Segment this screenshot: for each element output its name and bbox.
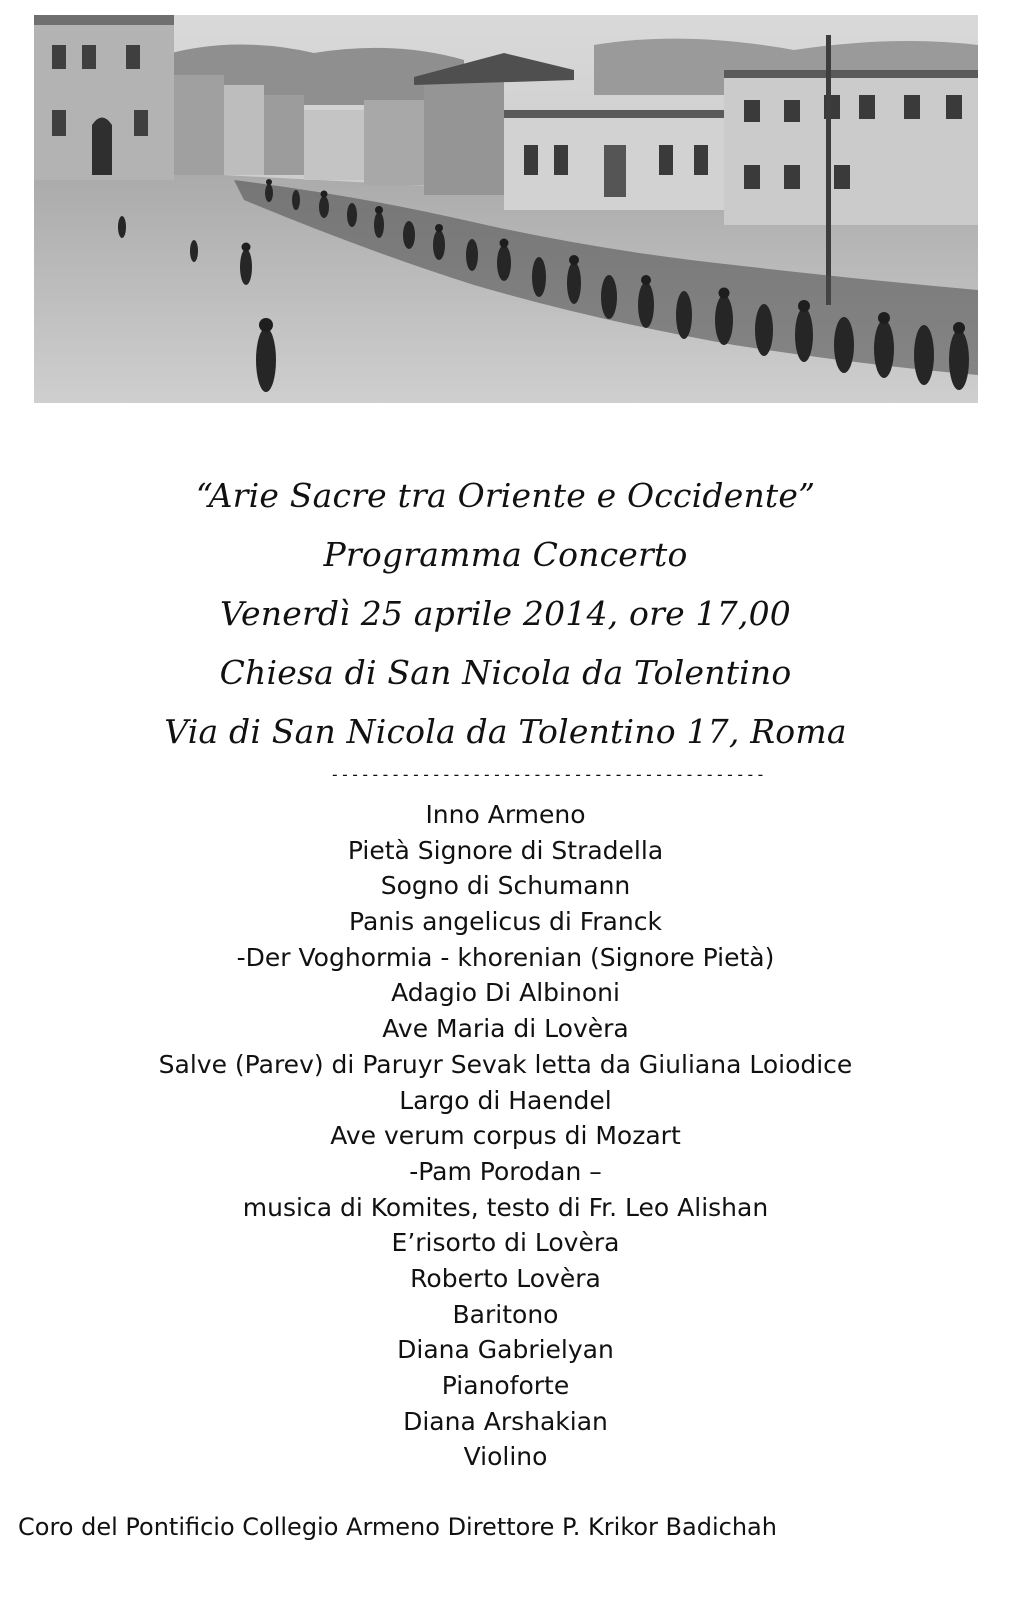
performer-name: Roberto Lovèra (410, 1263, 601, 1293)
performer-role: Pianoforte (441, 1371, 570, 1400)
list-item: -Pam Porodan – (409, 1156, 602, 1186)
list-item: musica di Komites, testo di Fr. Leo Alishan (242, 1192, 769, 1222)
list-item: Panis angelicus di Franck (349, 907, 662, 937)
performer-role: Baritono (452, 1299, 559, 1329)
concert-header (0, 466, 1011, 761)
program-subtitle: Programma Concerto (323, 535, 688, 574)
list-item: Ave verum corpus di Mozart (330, 1121, 681, 1151)
choir-credit: Coro del Pontificio Collegio Armeno Direttore P. Krikor Badichah (18, 1513, 777, 1541)
dashed-separator: ------------------------------------------- (330, 765, 766, 784)
performer-name: Diana Arshakian (403, 1406, 608, 1436)
list-item: Largo di Haendel (399, 1085, 612, 1115)
venue-name: Chiesa di San Nicola da Tolentino (219, 653, 792, 692)
concert-date: Venerdì 25 aprile 2014, ore 17,00 (220, 594, 791, 633)
list-item: Salve (Parev) di Paruyr Sevak letta da Giuliana Loiodice (158, 1049, 853, 1079)
performer-name: Diana Gabrielyan (397, 1335, 614, 1365)
venue-address: Via di San Nicola da Tolentino 17, Roma (164, 712, 847, 751)
street-procession-image (34, 15, 978, 403)
list-item: E’risorto di Lovèra (391, 1228, 620, 1258)
performer-role: Violino (463, 1442, 548, 1472)
list-item: Inno Armeno (425, 800, 586, 829)
list-item: -Der Voghormia - khorenian (Signore Pietà) (236, 942, 775, 972)
list-item: Ave Maria di Lovèra (382, 1014, 629, 1044)
program-list (0, 797, 1011, 1475)
historical-photo (34, 15, 978, 403)
concert-title: “Arie Sacre tra Oriente e Occidente” (195, 476, 816, 515)
list-item: Sogno di Schumann (380, 871, 631, 901)
list-item: Adagio Di Albinoni (391, 978, 620, 1008)
list-item: Pietà Signore di Stradella (347, 835, 664, 865)
